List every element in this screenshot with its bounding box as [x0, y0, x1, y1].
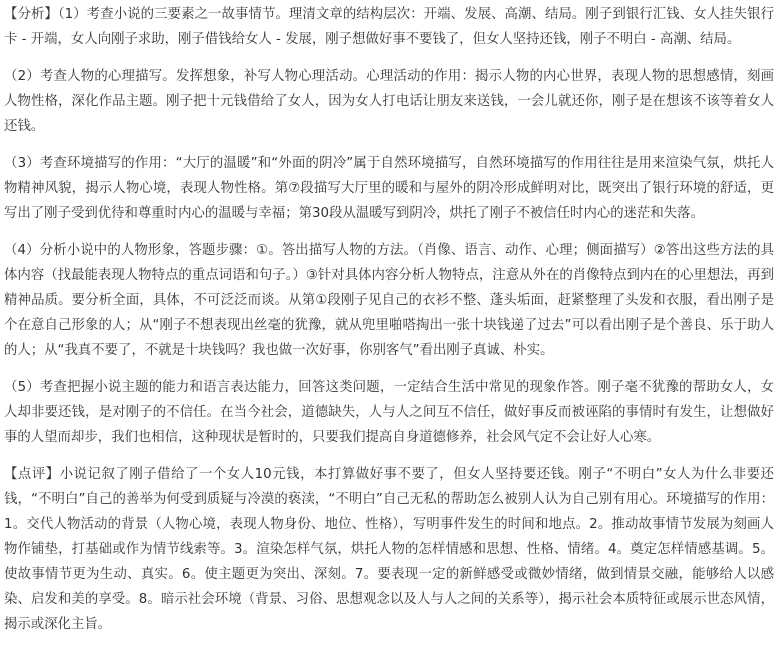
analysis-paragraph-3: （3）考查环境描写的作用：“大厅的温暖”和“外面的阴冷”属于自然环境描写，自然环境描写的作用往往是用来渲染气氛，烘托人物精神风貌，揭示人物心境，表现人物性格。第⑦段描写大厅里的暖和与屋外的阴冷形成鲜明对比，既突出了银行环境的舒适，更写出了刚子受到优待和尊重时内心的温暖与幸福；第30段从温暖写到阴冷，烘托了刚子不被信任时内心的迷茫和失落。 [4, 156, 774, 221]
analysis-paragraph-2: （2）考查人物的心理描写。发挥想象，补写人物心理活动。心理活动的作用：揭示人物的内心世界，表现人物的思想感情，刻画人物性格，深化作品主题。刚子把十元钱借给了女人，因为女人打电话让朋友来送钱，一会儿就还你，刚子是在想该不该等着女人还钱。 [4, 69, 774, 134]
analysis-paragraph-5: （5）考查把握小说主题的能力和语言表达能力，回答这类问题，一定结合生活中常见的现象作答。刚子毫不犹豫的帮助女人，女人却非要还钱，是对刚子的不信任。在当今社会，道德缺失，人与人之间互不信任，做好事反而被诬陷的事情时有发生，让想做好事的人望而却步，我们也相信，这种现状是暂时的，只要我们提高自身道德修养，社会风气定不会让好人心寒。 [4, 380, 774, 445]
analysis-paragraph-4: （4）分析小说中的人物形象，答题步骤：①。答出描写人物的方法。（肖像、语言、动作、心理；侧面描写）②答出这些方法的具体内容（找最能表现人物特点的重点词语和句子。）③针对具体内容分析人物特点，注意从外在的肖像特点到内在的心里想法，再到精神品质。要分析全面，具体，不可泛泛而谈。从第①段刚子见自己的衣衫不整、蓬头垢面，赶紧整理了头发和衣服，看出刚子是个在意自己形象的人；从“刚子不想表现出丝毫的犹豫，就从兜里啪嗒掏出一张十块钱递了过去”可以看出刚子是个善良、乐于助人的人；从“我真不要了，不就是十块钱吗？我也做一次好事，你别客气”看出刚子真诚、朴实。 [4, 243, 774, 358]
comment-paragraph: 【点评】小说记叙了刚子借给了一个女人10元钱，本打算做好事不要了，但女人坚持要还钱。刚子“不明白”女人为什么非要还钱，“不明白”自己的善举为何受到质疑与冷漠的亵渎，“不明白”自己无私的帮助怎么被别人认为自己别有用心。环境描写的作用：1。交代人物活动的背景（人物心境，表现人物身份、地位、性格），写明事件发生的时间和地点。2。推动故事情节发展为刻画人物作铺垫，打基础或作为情节线索等。3。渲染怎样气氛，烘托人物的怎样情感和思想、性格、情绪。4。奠定怎样情感基调。5。使故事情节更为生动、真实。6。使主题更为突出、深刻。7。要表现一定的新鲜感受或微妙情绪，做到情景交融，能够给人以感染、启发和美的享受。8。暗示社会环境（背景、习俗、思想观念以及人与人之间的关系等），揭示社会本质特征或展示世态风情，揭示或深化主旨。 [4, 467, 774, 632]
analysis-paragraph-1: 【分析】（1）考查小说的三要素之一故事情节。理清文章的结构层次：开端、发展、高潮、结局。刚子到银行汇钱、女人挂失银行卡 - 开端，女人向刚子求助，刚子借钱给女人 - 发展，刚子想做好事不要钱了，但女人坚持还钱，刚子不明白 - 高潮、结局。 [4, 7, 774, 47]
